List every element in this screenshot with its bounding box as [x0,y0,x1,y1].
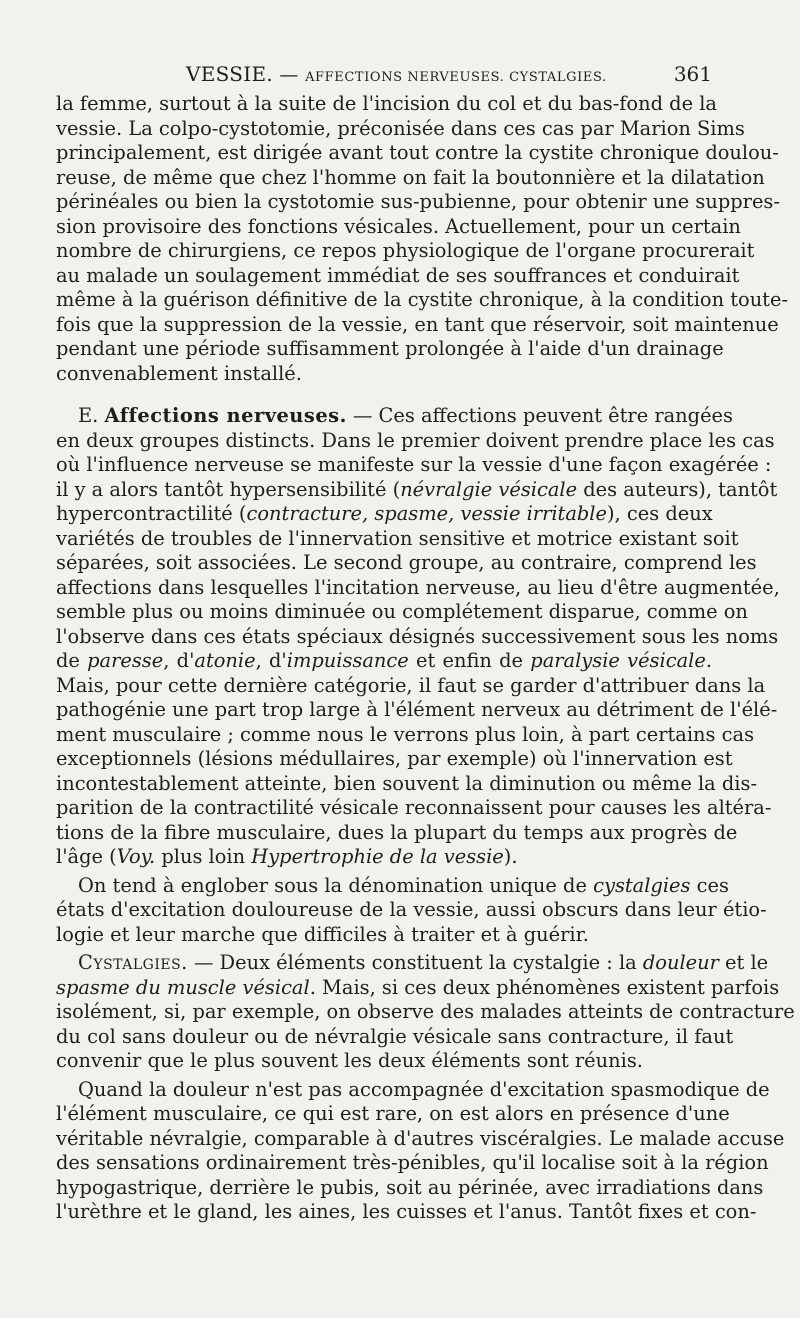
text-line: séparées, soit associées. Le second groupe, au contraire, comprend les [56,551,757,574]
text-line: des sensations ordinairement très-pénibles, qu'il localise soit à la région [56,1151,769,1174]
text-line: semble plus ou moins diminuée ou complétement disparue, comme on [56,600,748,623]
text-line: la femme, surtout à la suite de l'incision du col et du bas-fond de la [56,92,717,115]
text-span: hypercontractilité ( [56,502,247,525]
text-span: il y a alors tantôt hypersensibilité ( [56,477,401,501]
section-label: E. [78,404,99,427]
text-line: variétés de troubles de l'innervation sensitive et motrice existant soit [56,526,739,550]
text-line [56,477,778,503]
text-span: des auteurs), tantôt [577,477,778,501]
italic-term: névralgie vésicale [400,477,578,501]
italic-term: atonie [194,649,256,672]
text-line: périnéales ou bien la cystotomie sus-pubienne, pour obtenir une suppres- [56,190,780,213]
text-span: — Ces affections peuvent être rangées [346,404,733,427]
running-header [56,62,712,88]
text-line: l'urèthre et le gland, les aines, les cuisses et l'anus. Tantôt fixes et con- [56,1200,757,1223]
text-span: On tend à englober sous la dénomination unique de [78,873,594,897]
text-span: , d' [163,649,195,672]
text-line: principalement, est dirigée avant tout contre la cystite chronique doulou- [56,141,779,164]
text-span: ces [690,873,729,897]
text-line: véritable névralgie, comparable à d'autres viscéralgies. Le malade accuse [56,1126,785,1150]
text-line [56,873,729,899]
text-line: logie et leur marche que difficiles à traiter et à guérir. [56,922,589,946]
text-span: ), ces deux [606,502,713,525]
text-line: reuse, de même que chez l'homme on fait la boutonnière et la dilatation [56,165,765,189]
italic-term: paresse [87,649,164,672]
italic-term: cystalgies [593,873,691,897]
italic-term: Hypertrophie de la vessie [251,845,504,868]
paragraph-colpo-cystotomie [56,92,788,386]
header-dash: — [279,64,299,86]
text-line: en deux groupes distincts. Dans le premier doivent prendre place les cas [56,428,775,452]
paragraph-douleur [56,1077,785,1225]
italic-term: Voy. [116,845,156,868]
text-span: l'âge ( [56,845,117,868]
header-title-sub: AFFECTIONS NERVEUSES. CYSTALGIES. [305,70,607,85]
text-line: exceptionnels (lésions médullaires, par exemple) où l'innervation est [56,747,733,770]
section-heading-line [56,404,733,429]
text-line: états d'excitation douloureuse de la vessie, aussi obscurs dans leur étio- [56,898,767,921]
italic-term: contracture, spasme, vessie irritable [246,502,607,525]
text-line: convenir que le plus souvent les deux éléments sont réunis. [56,1049,643,1072]
text-span: et enfin de [408,649,531,672]
text-line: convenablement installé. [56,361,302,385]
text-line: l'observe dans ces états spéciaux désignés successivement sous les noms [56,624,779,648]
text-span: , d' [255,649,287,672]
text-line: isolément, si, par exemple, on observe des malades atteints de contracture [56,1000,795,1023]
text-line [56,502,712,527]
text-span: . [705,649,712,672]
text-span: ). [503,845,518,868]
text-line: incontestablement atteinte, bien souvent la diminution ou même la dis- [56,771,757,795]
text-line: fois que la suppression de la vessie, en tant que réservoir, soit maintenue [56,312,779,336]
text-line: Mais, pour cette dernière catégorie, il faut se garder d'attribuer dans la [56,673,766,697]
text-line: affections dans lesquelles l'incitation nerveuse, au lieu d'être augmentée, [56,575,780,599]
page-number: 361 [673,62,712,86]
text-line: Quand la douleur n'est pas accompagnée d'excitation spasmodique de [78,1077,770,1101]
text-line: l'élément musculaire, ce qui est rare, on est alors en présence d'une [56,1102,730,1125]
section-cystalgies [56,951,795,1074]
italic-term: spasme du muscle vésical [56,975,310,999]
italic-term: paralysie vésicale [530,649,706,672]
text-line: même à la guérison définitive de la cystite chronique, à la condition toute- [56,288,788,311]
section-affections-nerveuses [56,404,780,870]
header-title-main: VESSIE. [186,62,274,86]
text-line: pendant une période suffisamment prolongée à l'aide d'un drainage [56,337,724,360]
italic-term: douleur [642,951,719,974]
section-heading-line [56,951,769,976]
page-body [56,92,795,1225]
text-line: vessie. La colpo-cystotomie, préconisée dans ces cas par Marion Sims [56,116,745,140]
text-line: pathogénie une part trop large à l'élément nerveux au détriment de l'élé- [56,698,778,721]
section-heading: Affections nerveuses. [104,404,347,427]
text-span: . Mais, si ces deux phénomènes existent parfois [309,975,780,999]
italic-term: impuissance [286,649,409,672]
text-span: et le [718,951,769,974]
text-line: où l'influence nerveuse se manifeste sur la vessie d'une façon exagérée : [56,453,772,476]
paragraph-gap [56,386,712,404]
text-span: plus loin [155,845,252,868]
text-line: nombre de chirurgiens, ce repos physiologique de l'organe procurerait [56,239,755,262]
paragraph-cystalgies-intro [56,873,767,948]
text-line: sion provisoire des fonctions vésicales. Actuellement, pour un certain [56,214,741,238]
text-line: tions de la fibre musculaire, dues la plupart du temps aux progrès de [56,820,738,844]
header-title [186,62,607,86]
text-span: de [56,649,88,672]
text-line [56,975,780,1001]
section-label: Cystalgies. [78,951,188,974]
text-line: ment musculaire ; comme nous le verrons plus loin, à part certains cas [56,722,755,746]
text-line [56,649,712,674]
text-span: — Deux éléments constituent la cystalgie : la [187,951,643,974]
text-line: parition de la contractilité vésicale reconnaissent pour causes les altéra- [56,796,772,819]
text-line: au malade un soulagement immédiat de ses souffrances et conduirait [56,263,740,287]
text-line: hypogastrique, derrière le pubis, soit au périnée, avec irradiations dans [56,1175,764,1199]
text-line: du col sans douleur ou de névralgie vésicale sans contracture, il faut [56,1024,734,1048]
text-line [56,845,712,870]
